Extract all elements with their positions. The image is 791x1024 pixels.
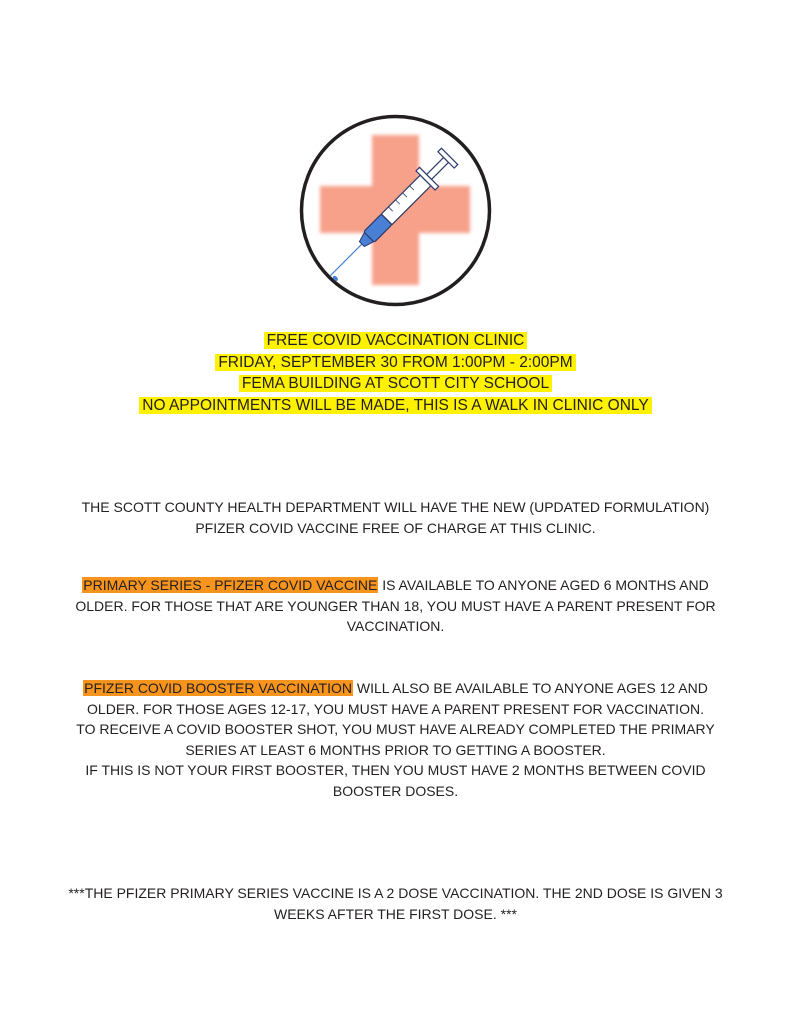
primary-series-text: IS AVAILABLE TO ANYONE AGED 6 MONTHS AND OLDER. FOR THOSE THAT ARE YOUNGER THAN 18, YOU MUST HAVE A PARENT PRESENT FOR VACCINATION.	[75, 577, 716, 634]
headline-walk-in-note: NO APPOINTMENTS WILL BE MADE, THIS IS A WALK IN CLINIC ONLY	[139, 397, 651, 414]
vaccine-logo	[298, 113, 493, 308]
booster-highlight: PFIZER COVID BOOSTER VACCINATION	[84, 680, 352, 696]
clinic-headline	[0, 330, 791, 416]
booster-interval: IF THIS IS NOT YOUR FIRST BOOSTER, THEN YOU MUST HAVE 2 MONTHS BETWEEN COVID BOOSTER DOSES.	[85, 762, 706, 799]
primary-series-paragraph	[60, 575, 731, 637]
primary-series-highlight: PRIMARY SERIES - PFIZER COVID VACCINE	[83, 577, 378, 593]
headline-date: FRIDAY, SEPTEMBER 30 FROM 1:00PM - 2:00PM	[215, 354, 575, 371]
booster-requirement: TO RECEIVE A COVID BOOSTER SHOT, YOU MUST HAVE ALREADY COMPLETED THE PRIMARY SERIES AT LEAST 6 MONTHS PRIOR TO GETTING A BOOSTER.	[76, 721, 715, 758]
headline-title: FREE COVID VACCINATION CLINIC	[264, 332, 528, 349]
headline-location: FEMA BUILDING AT SCOTT CITY SCHOOL	[239, 375, 552, 392]
intro-paragraph: THE SCOTT COUNTY HEALTH DEPARTMENT WILL HAVE THE NEW (UPDATED FORMULATION) PFIZER COVID VACCINE FREE OF CHARGE AT THIS CLINIC.	[81, 499, 710, 536]
booster-text: WILL ALSO BE AVAILABLE TO ANYONE AGES 12 AND OLDER. FOR THOSE AGES 12-17, YOU MUST HAVE A PARENT PRESENT FOR VACCINATION.	[87, 680, 708, 717]
dose-note: ***THE PFIZER PRIMARY SERIES VACCINE IS A 2 DOSE VACCINATION. THE 2ND DOSE IS GIVEN 3 WEEKS AFTER THE FIRST DOSE. ***	[68, 885, 723, 922]
booster-paragraph	[60, 678, 731, 801]
